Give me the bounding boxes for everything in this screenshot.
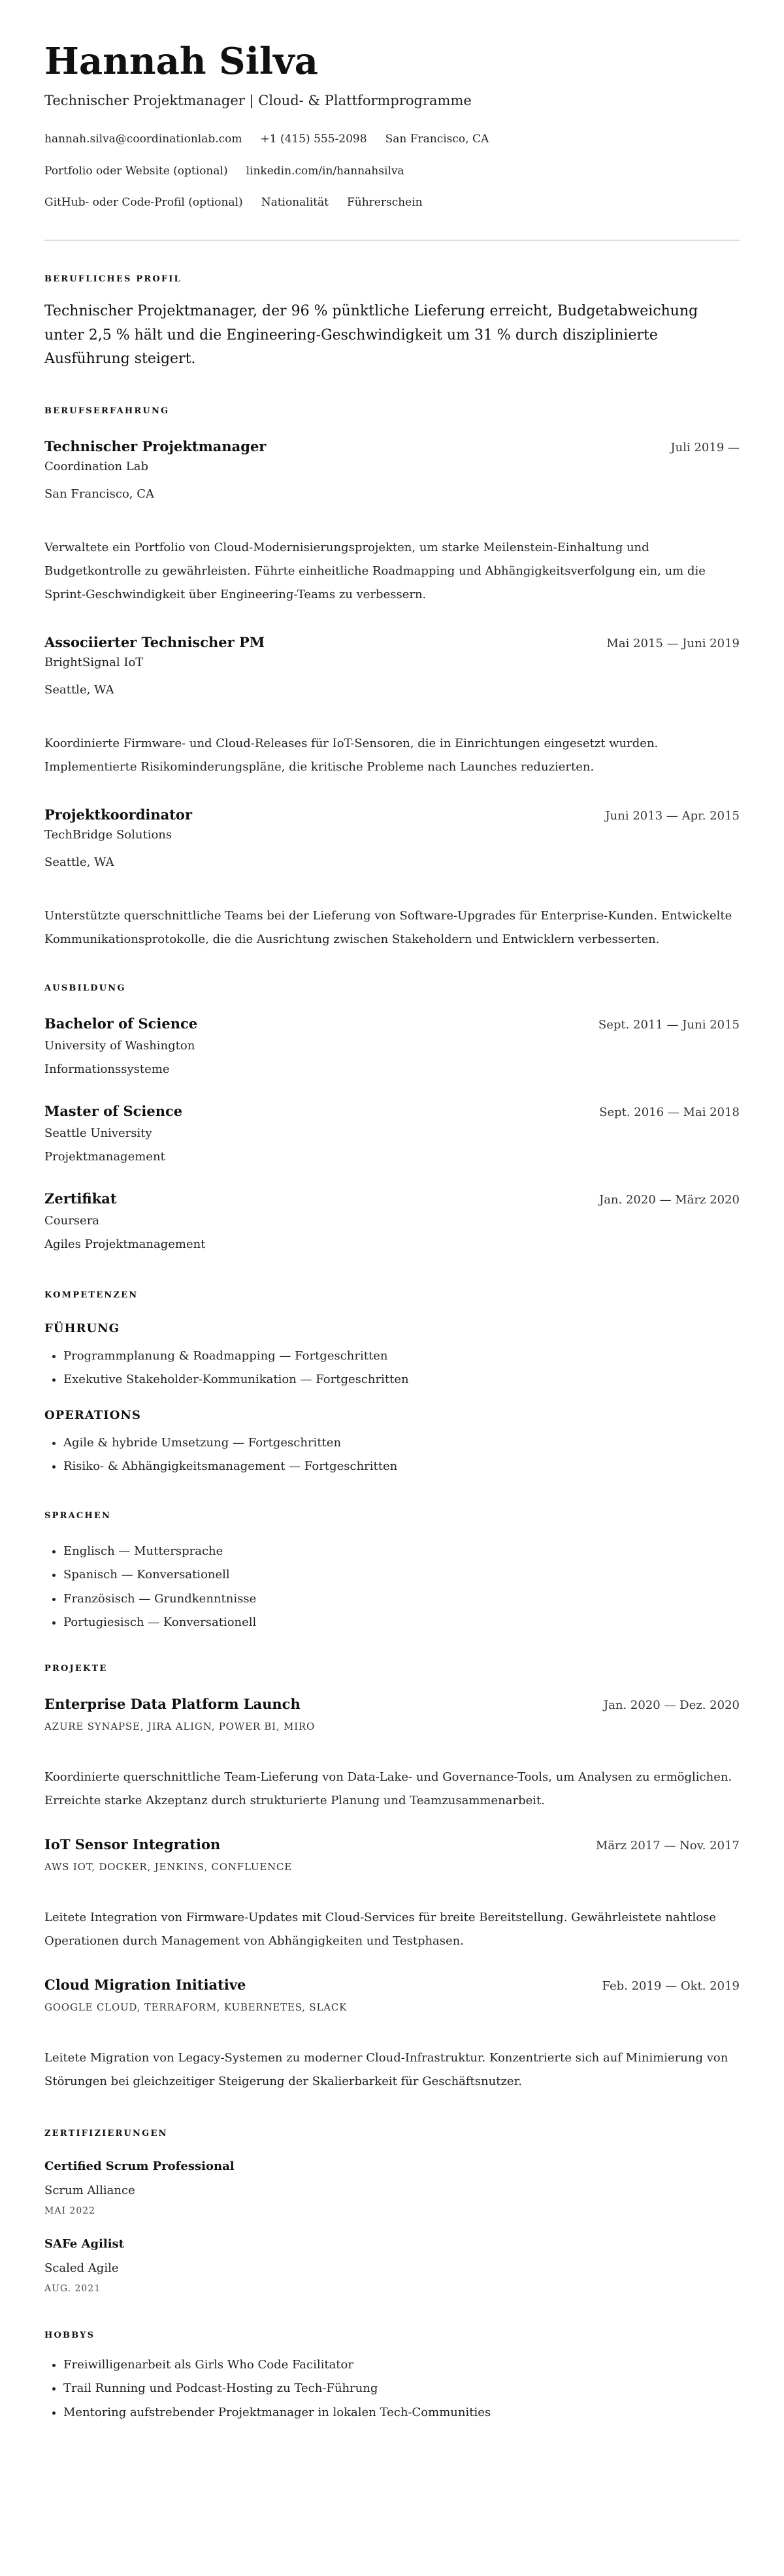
skill-item: • Programmplanung & Roadmapping — Fortgeschritten [63,1344,740,1369]
contact-row [44,131,740,147]
education-entry [44,1190,740,1256]
project-title: Enterprise Data Platform Launch [44,1695,301,1712]
job-entry [44,437,740,607]
education-dates: Sept. 2011 — Juni 2015 [598,1017,740,1032]
project-dates: Feb. 2019 — Okt. 2019 [602,1979,740,1993]
hobby-item: • Mentoring aufstrebender Projektmanager in lokalen Tech-Communities [63,2401,740,2425]
phone: +1 (415) 555-2098 [260,133,367,146]
hobby-item: • Trail Running und Podcast-Hosting zu Tech-Führung [63,2377,740,2401]
section-heading-hobbies: HOBBYS [44,2330,95,2340]
skill-list [44,1344,740,1392]
project-tech-tags: AZURE SYNAPSE, JIRA ALIGN, POWER BI, MIRO [44,1720,316,1732]
skill-group-title: OPERATIONS [44,1408,141,1422]
language-item: • Französisch — Grundkenntnisse [63,1587,740,1612]
project-list [44,1695,740,2093]
education-entry [44,1102,740,1169]
job-description: Koordinierte Firmware- und Cloud-Releases für IoT-Sensoren, die in Einrichtungen eingesetzt wurden. Implementierte Risikominderungspläne, die kritische Probleme nach Launches reduzierten. [44,736,659,774]
language-item: • Englisch — Muttersprache [63,1540,740,1564]
job-description: Unterstützte querschnittliche Teams bei der Lieferung von Software-Upgrades für Enterprise-Kunden. Entwickelte Kommunikationsprotokolle, die die Ausrichtung zwischen Stakeholdern und Entwicklern verbesserten. [44,908,732,946]
email-link[interactable]: hannah.silva@coordinationlab.com [44,133,242,146]
project-tech-tags: AWS IOT, DOCKER, JENKINS, CONFLUENCE [44,1860,293,1873]
github-link[interactable]: GitHub- oder Code-Profil (optional) [44,196,243,209]
section-heading-profile: BERUFLICHES PROFIL [44,274,182,284]
project-dates: März 2017 — Nov. 2017 [595,1838,740,1852]
certification-name: SAFe Agilist [44,2236,124,2251]
hobby-list [44,2353,740,2425]
field-of-study: Informationssysteme [44,1062,170,1076]
project-description: Koordinierte querschnittliche Team-Lieferung von Data-Lake- und Governance-Tools, um Analysen zu ermöglichen. Erreichte starke Akzeptanz durch strukturierte Planung und Teamzusammenarbeit. [44,1770,732,1807]
certification-entry [44,2158,740,2218]
company-name: TechBridge Solutions [44,827,172,842]
section-heading-education: AUSBILDUNG [44,983,126,993]
education-header [44,1102,740,1122]
section-heading-projects: PROJEKTE [44,1663,108,1674]
skill-group-title: FÜHRUNG [44,1321,120,1335]
section-heading-skills: KOMPETENZEN [44,1290,139,1300]
section-heading-languages: SPRACHEN [44,1510,112,1521]
project-entry [44,1695,740,1813]
job-location: Seattle, WA [44,682,114,697]
hobby-item: • Freiwilligenarbeit als Girls Who Code Facilitator [63,2353,740,2377]
project-dates: Jan. 2020 — Dez. 2020 [603,1698,740,1712]
project-title: IoT Sensor Integration [44,1836,221,1852]
contact-row [44,195,740,210]
location: San Francisco, CA [385,133,489,146]
headline: Technischer Projektmanager | Cloud- & Plattformprogramme [44,93,472,108]
certification-date: MAI 2022 [44,2205,96,2216]
project-entry [44,1836,740,1953]
field-of-study: Agiles Projektmanagement [44,1237,206,1251]
project-header [44,1976,740,1996]
job-location: Seattle, WA [44,855,114,869]
certification-name: Certified Scrum Professional [44,2159,235,2173]
job-title: Associierter Technischer PM [44,633,265,650]
divider [44,240,740,241]
skill-list [44,1431,740,1479]
contact-info [44,131,740,210]
job-description: Verwaltete ein Portfolio von Cloud-Modernisierungsprojekten, um starke Meilenstein-Einhaltung und Budgetkontrolle zu gewährleisten. Führte einheitliche Roadmapping und Abhängigkeitsverfolgung ein, um die Sprint-Geschwindigkeit über Engineering-Teams zu verbessern. [44,540,706,601]
project-header [44,1695,740,1715]
certification-date: AUG. 2021 [44,2283,101,2294]
job-dates: Juni 2013 — Apr. 2015 [605,808,740,823]
job-location: San Francisco, CA [44,486,155,501]
project-description: Leitete Migration von Legacy-Systemen zu moderner Cloud-Infrastruktur. Konzentrierte sich auf Minimierung von Störungen bei gleichzeitiger Steigerung der Skalierbarkeit für Geschäftsnutzer. [44,2050,728,2088]
degree: Bachelor of Science [44,1015,198,1032]
education-dates: Sept. 2016 — Mai 2018 [599,1105,740,1119]
project-description: Leitete Integration von Firmware-Updates mit Cloud-Services für breite Bereitstellung. Gewährleistete nahtlose Operationen durch Management von Abhängigkeiten und Testphasen. [44,1910,717,1948]
project-title: Cloud Migration Initiative [44,1976,246,1993]
language-item: • Spanisch — Konversationell [63,1563,740,1587]
skill-item: • Exekutive Stakeholder-Kommunikation — Fortgeschritten [63,1368,740,1392]
nationality: Nationalität [261,196,329,209]
project-header [44,1836,740,1855]
name: Hannah Silva [44,40,318,83]
skill-item: • Agile & hybride Umsetzung — Fortgeschritten [63,1431,740,1455]
education-header [44,1015,740,1034]
job-header [44,633,740,653]
skills-group [44,1408,740,1479]
company-name: BrightSignal IoT [44,655,144,669]
job-header [44,806,740,825]
skill-item: • Risiko- & Abhängigkeitsmanagement — Fortgeschritten [63,1455,740,1479]
job-dates: Juli 2019 — [670,440,740,454]
school: Seattle University [44,1126,152,1140]
language-list [44,1540,740,1635]
job-title: Technischer Projektmanager [44,437,267,454]
job-entry [44,633,740,779]
education-list [44,1015,740,1256]
experience-list [44,437,740,951]
language-item: • Portugiesisch — Konversationell [63,1611,740,1635]
job-entry [44,806,740,951]
education-dates: Jan. 2020 — März 2020 [598,1192,740,1207]
certification-entry [44,2236,740,2296]
job-dates: Mai 2015 — Juni 2019 [606,636,740,650]
company-name: Coordination Lab [44,459,149,473]
contact-row [44,163,740,179]
project-entry [44,1976,740,2093]
job-title: Projektkoordinator [44,806,193,823]
education-entry [44,1015,740,1081]
portfolio-link[interactable]: Portfolio oder Website (optional) [44,164,228,178]
degree: Master of Science [44,1102,183,1119]
linkedin-link[interactable]: linkedin.com/in/hannahsilva [246,164,404,178]
project-tech-tags: GOOGLE CLOUD, TERRAFORM, KUBERNETES, SLACK [44,2001,348,2013]
section-heading-experience: BERUFSERFAHRUNG [44,405,170,416]
field-of-study: Projektmanagement [44,1149,165,1164]
degree: Zertifikat [44,1190,117,1207]
certification-issuer: Scaled Agile [44,2261,119,2275]
certification-list [44,2158,740,2296]
drivers-license: Führerschein [346,196,423,209]
profile-summary: Technischer Projektmanager, der 96 % pünktliche Lieferung erreicht, Budgetabweichung unter 2,5 % hält und die Engineering-Geschwindigkeit um 31 % durch disziplinierte Ausführung steigert. [44,303,698,367]
certification-issuer: Scrum Alliance [44,2183,135,2197]
education-header [44,1190,740,1209]
skills-group [44,1321,740,1392]
section-heading-certifications: ZERTIFIZIERUNGEN [44,2128,168,2139]
school: Coursera [44,1213,100,1228]
school: University of Washington [44,1038,195,1053]
job-header [44,437,740,457]
